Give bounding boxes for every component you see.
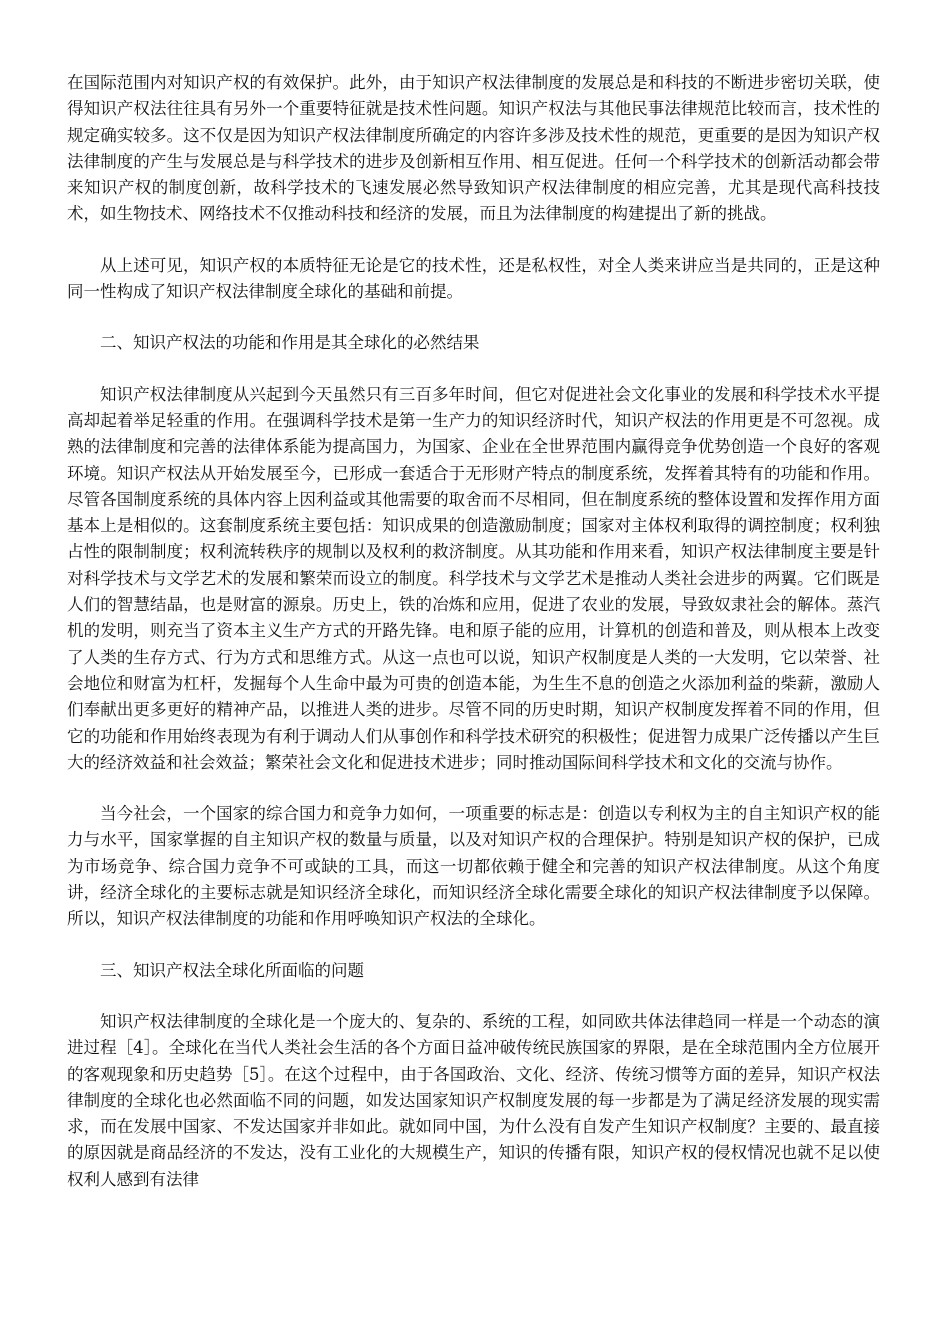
paragraph-national-competitiveness: 当今社会，一个国家的综合国力和竞争力如何，一项重要的标志是：创造以专利权为主的自主知识产权的能力与水平，国家掌握的自主知识产权的数量与质量，以及对知识产权的合理保护。特别是知识产权的保护，已成为市场竞争、综合国力竞争不可或缺的工具，而这一切都依赖于健全和完善的知识产权法律制度。从这个角度讲，经济全球化的主要标志就是知识经济全球化，而知识经济全球化需要全球化的知识产权法律制度予以保障。所以，知识产权法律制度的功能和作用呼唤知识产权法的全球化。 [67, 804, 880, 929]
paragraph-globalization-problems: 知识产权法律制度的全球化是一个庞大的、复杂的、系统的工程，如同欧共体法律趋同一样是一个动态的演进过程［4］。全球化在当代人类社会生活的各个方面日益冲破传统民族国家的界限，是在全球范围内全方位展开的客观现象和历史趋势［5］。在这个过程中，由于各国政治、文化、经济、传统习惯等方面的差异，知识产权法律制度的全球化也必然面临不同的问题，如发达国家知识产权制度发展的每一步都是为了满足经济发展的现实需求，而在发展中国家、不发达国家并非如此。就如同中国，为什么没有自发产生知识产权制度？主要的、最直接的原因就是商品经济的不发达，没有工业化的大规模生产，知识的传播有限，知识产权的侵权情况也就不足以使权利人感到有法律 [67, 1011, 880, 1189]
section-heading-2: 二、知识产权法的功能和作用是其全球化的必然结果 [100, 333, 480, 353]
section-heading-3: 三、知识产权法全球化所面临的问题 [100, 960, 364, 980]
paragraph-commonality-summary: 从上述可见，知识产权的本质特征无论是它的技术性，还是私权性，对全人类来讲应当是共同的，正是这种同一性构成了知识产权法律制度全球化的基础和前提。 [67, 255, 880, 302]
document-body [67, 70, 880, 1218]
paragraph-tech-characteristics: 在国际范围内对知识产权的有效保护。此外，由于知识产权法律制度的发展总是和科技的不断进步密切关联，使得知识产权法往往具有另外一个重要特征就是技术性问题。知识产权法与其他民事法律规范比较而言，技术性的规定确实较多。这不仅是因为知识产权法律制度所确定的内容许多涉及技术性的规范，更重要的是因为知识产权法律制度的产生与发展总是与科学技术的进步及创新相互作用、相互促进。任何一个科学技术的创新活动都会带来知识产权的制度创新，故科学技术的飞速发展必然导致知识产权法律制度的相应完善，尤其是现代高科技技术，如生物技术、网络技术不仅推动科技和经济的发展，而且为法律制度的构建提出了新的挑战。 [67, 73, 880, 224]
paragraph-function-and-role: 知识产权法律制度从兴起到今天虽然只有三百多年时间，但它对促进社会文化事业的发展和科学技术水平提高却起着举足轻重的作用。在强调科学技术是第一生产力的知识经济时代，知识产权法的作用更是不可忽视。成熟的法律制度和完善的法律体系能为提高国力，为国家、企业在全世界范围内赢得竞争优势创造一个良好的客观环境。知识产权法从开始发展至今，已形成一套适合于无形财产特点的制度系统，发挥着其特有的功能和作用。尽管各国制度系统的具体内容上因利益或其他需要的取舍而不尽相同，但在制度系统的整体设置和发挥作用方面基本上是相似的。这套制度系统主要包括：知识成果的创造激励制度；国家对主体权利取得的调控制度；权利独占性的限制制度；权利流转秩序的规制以及权利的救济制度。从其功能和作用来看，知识产权法律制度主要是针对科学技术与文学艺术的发展和繁荣而设立的制度。科学技术与文学艺术是推动人类社会进步的两翼。它们既是人们的智慧结晶，也是财富的源泉。历史上，铁的冶炼和应用，促进了农业的发展，导致奴隶社会的解体。蒸汽机的发明，则充当了资本主义生产方式的开路先锋。电和原子能的应用，计算机的创造和普及，则从根本上改变了人类的生存方式、行为方式和思维方式。从这一点也可以说，知识产权制度是人类的一大发明，它以荣誉、社会地位和财富为杠杆，发掘每个人生命中最为可贵的创造本能，为生生不息的创造之火添加利益的柴薪，激励人们奉献出更多更好的精神产品，以推进人类的进步。尽管不同的历史时期，知识产权制度发挥着不同的作用，但它的功能和作用始终表现为有利于调动人们从事创作和科学技术研究的积极性；促进智力成果广泛传播以产生巨大的经济效益和社会效益；繁荣社会文化和促进技术进步；同时推动国际间科学技术和文化的交流与协作。 [67, 384, 880, 772]
